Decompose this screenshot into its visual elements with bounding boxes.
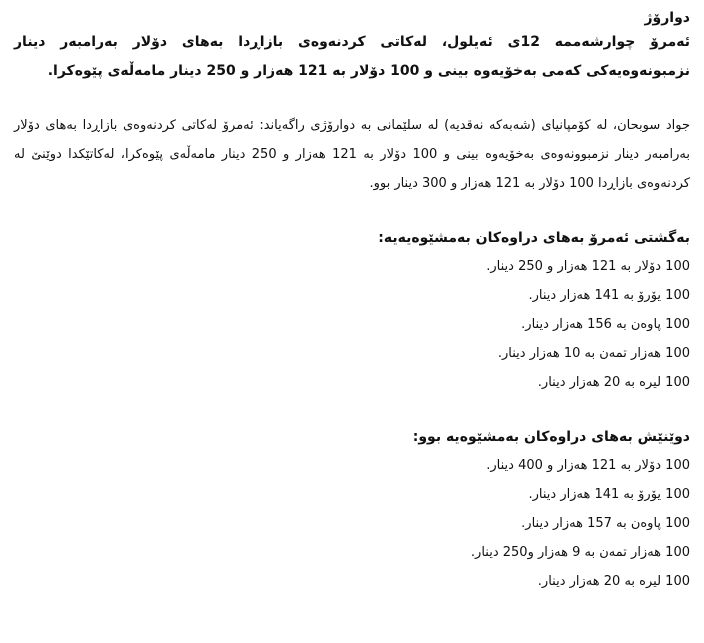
rate-item: 100 دۆلار بە 121 هەزار و 400 دینار. <box>486 458 690 473</box>
rate-item: 100 دۆلار بە 121 هەزار و 250 دینار. <box>486 259 690 274</box>
article-headline: ئەمرۆ چوارشەممە 12ی ئەیلول، لەکاتی کردنەوەی بازاڕدا بەهای دۆلار بەرامبەر دینار نزمبونەوەیەکی کەمی بەخۆیەوە بینی و 100 دۆلار بە 121 هەزار و 250 دینار مامەڵەی پێوەکرا. <box>14 34 691 79</box>
rate-item: 100 هەزار تمەن بە 9 هەزار و250 دینار. <box>470 545 690 560</box>
yesterday-rates-heading: دوێنێش بەهای دراوەکان بەمشێوەیە بوو: <box>412 429 690 445</box>
article-title: دوارۆژ <box>644 10 690 26</box>
rate-item: 100 یۆرۆ بە 141 هەزار دینار. <box>528 487 690 502</box>
article-body: جواد سوبحان، لە کۆمپانیای (شەبەکە نەقدیە) لە سلێمانی بە دوارۆژی راگەیاند: ئەمرۆ لەکاتی کردنەوەی بازاڕدا بەهای دۆلار بەرامبەر دینار نزمبوونەوەی بەخۆیەوە بینی و 100 دۆلار بە 121 هەزار و 250 دینار مامەڵەی پێوەکرا، لەکاتێکدا دوێنێ لە کردنەوەی بازاڕدا 100 دۆلار بە 121 هەزار و 300 دینار بوو. <box>14 118 690 191</box>
yesterday-rates-list <box>14 451 690 596</box>
today-rates-list <box>14 252 690 397</box>
rate-item: 100 یۆرۆ بە 141 هەزار دینار. <box>528 288 690 303</box>
today-rates-heading: بەگشتی ئەمرۆ بەهای دراوەکان بەمشێوەیەیە: <box>378 230 690 246</box>
rate-item: 100 لیرە بە 20 هەزار دینار. <box>537 375 690 390</box>
rate-item: 100 لیرە بە 20 هەزار دینار. <box>537 574 690 589</box>
rate-item: 100 هەزار تمەن بە 10 هەزار دینار. <box>497 346 690 361</box>
rate-item: 100 پاوەن بە 156 هەزار دینار. <box>521 317 690 332</box>
rate-item: 100 پاوەن بە 157 هەزار دینار. <box>521 516 690 531</box>
